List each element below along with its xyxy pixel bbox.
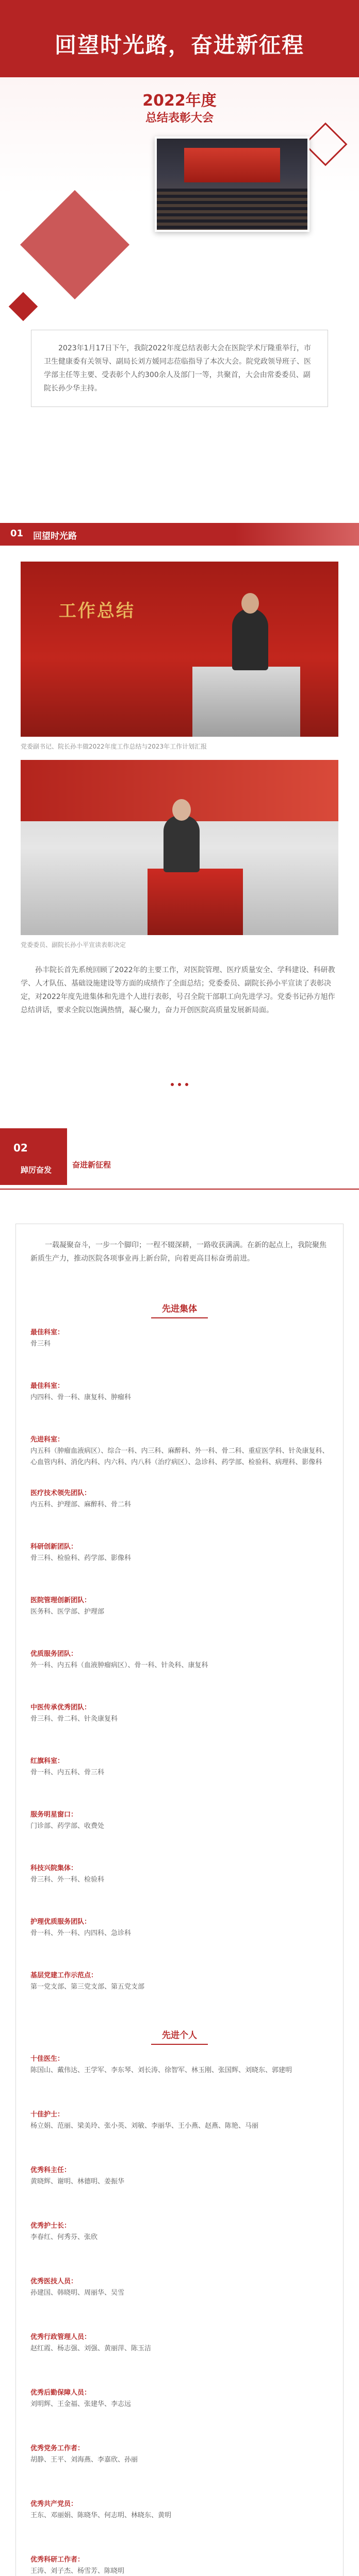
- collective-item: [30, 1541, 330, 1564]
- individual-item: [30, 2443, 330, 2466]
- intro-text: 2023年1月17日下午，我院2022年度总结表彰大会在医院学术厅隆重举行，市卫生健康委有关领导、副局长刘方媛同志莅临指导了本次大会。院党政领导班子、医学部主任等主要、受表彰个人约300余人及部门一等，共聚首，大会由常委委员、副院长孙少华主持。: [31, 330, 328, 407]
- individual-category-value: 杨立娟、范丽、梁美玲、张小英、刘敏、李丽华、王小燕、赵燕、陈艳、马丽: [30, 2122, 259, 2130]
- collective-category-name: 先进科室：: [30, 1436, 64, 1444]
- individual-item: [30, 2332, 330, 2354]
- collective-item: [30, 1595, 330, 1618]
- section-1-header: [0, 523, 359, 546]
- individual-category-name: 优秀护士长：: [30, 2222, 71, 2230]
- diamond-outline-decoration: [304, 123, 348, 166]
- individual-category-value: 赵红霞、杨志强、刘强、黄丽萍、陈玉洁: [30, 2345, 152, 2352]
- individual-category-value: 胡静、王平、刘海燕、李嘉欣、孙丽: [30, 2456, 138, 2464]
- section-2-number: 02: [13, 1142, 28, 1154]
- collective-category-value: 内四科、骨一科、康复科、肿瘤科: [30, 1394, 132, 1401]
- collective-item: [30, 1756, 330, 1778]
- collective-category-value: 骨一科、外一科、内四科、急诊科: [30, 1929, 132, 1937]
- photo-1-caption: 党委副书记、院长孙丰做2022年度工作总结与2023年工作计划汇报: [21, 743, 207, 750]
- individual-category-value: 王东、邓丽娟、陈晓华、何志明、林晓东、黄明: [30, 2512, 172, 2519]
- individual-item: [30, 2276, 330, 2299]
- individual-category-name: 十佳医生：: [30, 2055, 64, 2063]
- individual-category-name: 优秀科研工作者：: [30, 2556, 85, 2564]
- collective-honors-title: 先进集体: [16, 1301, 343, 1318]
- individual-category-name: 优秀党务工作者：: [30, 2445, 85, 2452]
- honor-list-box: [15, 1224, 344, 2576]
- collective-category-name: 最佳科室：: [30, 1329, 64, 1336]
- individual-category-value: 刘明辉、王金福、张建华、李志远: [30, 2400, 132, 2408]
- collective-item: [30, 1434, 330, 1468]
- individual-category-name: 优秀共产党员：: [30, 2500, 78, 2508]
- collective-category-value: 骨三科: [30, 1340, 51, 1348]
- individual-category-name: 优秀行政管理人员：: [30, 2333, 91, 2341]
- hero-banner: [0, 0, 359, 325]
- collective-category-name: 医院管理创新团队：: [30, 1597, 91, 1604]
- section-2-lead: 一载凝聚奋斗，一步一个脚印；一程不辍深耕，一路收获满满。在新的起点上，我院聚焦新质生产力，推动医院各项事业再上新台阶，向着更高目标奋勇前进。: [30, 1241, 327, 1263]
- conference-title: 总结表彰大会: [145, 112, 214, 125]
- speaker-photo-1: 工作总结: [21, 562, 338, 737]
- collective-category-name: 服务明星窗口：: [30, 1811, 78, 1819]
- collective-item: [30, 1917, 330, 1939]
- speaker-photo-2: [21, 760, 338, 935]
- individual-category-name: 十佳护士：: [30, 2111, 64, 2119]
- hero-title: 回望时光路，奋进新征程: [54, 32, 304, 58]
- collective-item: [30, 1488, 330, 1511]
- individual-item: [30, 2054, 330, 2076]
- individual-category-value: 黄晓辉、谢明、林德明、姜振华: [30, 2178, 125, 2185]
- collective-category-name: 红旗科室：: [30, 1757, 64, 1765]
- collective-item: [30, 1809, 330, 1832]
- collective-item: [30, 1863, 330, 1886]
- section-2-header: [0, 1128, 359, 1190]
- collective-item: [30, 1649, 330, 1671]
- collective-category-value: 骨三科、外一科、检验科: [30, 1876, 105, 1884]
- individual-item: [30, 2387, 330, 2410]
- individual-item: [30, 2221, 330, 2243]
- collective-item: [30, 1702, 330, 1725]
- section-1-body: 孙丰院长首先系统回顾了2022年的主要工作，对医院管理、医疗质量安全、学科建设、科研教学、人才队伍、基础设施建设等方面的成绩作了全面总结；党委委员、副院长孙小平宣读了表彰决定，对2022年度先进集体和先进个人进行表彰，号召全院干部职工向先进学习。党委书记孙方旭作总结讲话，要求全院以饱满热情，凝心聚力，奋力开创医院高质量发展新局面。: [21, 966, 335, 1014]
- collective-category-name: 科技兴院集体：: [30, 1865, 78, 1872]
- collective-category-name: 基层党建工作示范点：: [30, 1972, 98, 1979]
- collective-category-name: 护理优质服务团队：: [30, 1918, 91, 1926]
- collective-category-name: 中医传承优秀团队：: [30, 1704, 91, 1711]
- individual-category-value: 王涛、刘子杰、杨雪芳、陈晓明: [30, 2567, 125, 2575]
- collective-category-value: 内五科、护理部、麻醉科、骨二科: [30, 1501, 132, 1509]
- individual-category-name: 优秀后勤保障人员：: [30, 2389, 91, 2397]
- section-2-title-line1: 踔厉奋发: [21, 1165, 52, 1175]
- individual-category-name: 优秀医技人员：: [30, 2278, 78, 2285]
- individual-item: [30, 2165, 330, 2188]
- individual-category-value: 李春红、何秀芬、张欣: [30, 2233, 98, 2241]
- section-1-title: 回望时光路: [33, 531, 77, 541]
- collective-category-value: 内五科（肿瘤血液病区）、综合一科、内三科、麻醉科、外一科、骨二科、重症医学科、针灸康复科、心血管内科、消化内科、内六科、内八科（治疗病区）、急诊科、药学部、检验科、病理科、影像科: [30, 1447, 329, 1466]
- collective-category-value: 外一科、内五科（血液肿瘤病区）、骨一科、针灸科、康复科: [30, 1662, 208, 1669]
- individual-honors-title: 先进个人: [16, 2028, 343, 2045]
- collective-item: [30, 1381, 330, 1403]
- section-2-title-line2: 奋进新征程: [72, 1160, 111, 1170]
- collective-category-name: 最佳科室：: [30, 1382, 64, 1390]
- collective-category-name: 优质服务团队：: [30, 1650, 78, 1658]
- diamond-decoration: [20, 190, 129, 299]
- conference-hall-photo: [155, 137, 309, 232]
- collective-category-value: 门诊部、药学部、收费处: [30, 1822, 105, 1830]
- individual-item: [30, 2499, 330, 2521]
- collective-category-name: 医疗技术领先团队：: [30, 1489, 91, 1497]
- collective-item: [30, 1327, 330, 1350]
- individual-item: [30, 2554, 330, 2576]
- individual-category-name: 优秀科主任：: [30, 2166, 71, 2174]
- section-divider: [0, 1079, 359, 1089]
- collective-category-value: 第一党支部、第三党支部、第五党支部: [30, 1983, 145, 1991]
- collective-category-value: 医务科、医学部、护理部: [30, 1608, 105, 1616]
- small-diamond-decoration: [9, 292, 38, 321]
- collective-category-value: 骨一科、内五科、骨三科: [30, 1769, 105, 1776]
- collective-category-value: 骨三科、检验科、药学部、影像科: [30, 1554, 132, 1562]
- collective-item: [30, 1970, 330, 1993]
- collective-category-value: 骨三科、骨二科、针灸康复科: [30, 1715, 118, 1723]
- collective-category-name: 科研创新团队：: [30, 1543, 78, 1551]
- individual-category-value: 陈国山、戴伟达、王学军、李东琴、刘长涛、徐智军、林玉刚、张国辉、刘晓东、郭建明: [30, 2066, 292, 2074]
- photo-2-caption: 党委委员、副院长孙小平宣读表彰决定: [21, 941, 126, 948]
- year-title: 2022年度: [142, 92, 217, 110]
- individual-item: [30, 2109, 330, 2132]
- section-1-number: 01: [10, 528, 24, 539]
- individual-category-value: 孙建国、韩晓明、周丽华、吴雪: [30, 2289, 125, 2297]
